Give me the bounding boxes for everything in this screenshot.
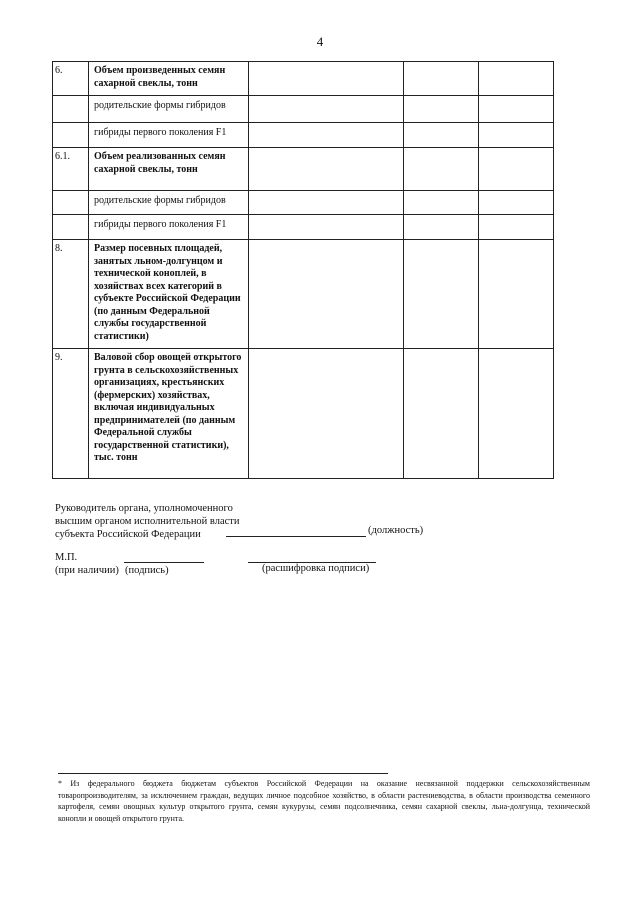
table-row: [53, 148, 554, 191]
page-number: 4: [316, 34, 324, 49]
table-row: [53, 349, 554, 479]
position-underline: [226, 536, 366, 537]
table-cell: [249, 191, 404, 215]
row-label: гибриды первого поколения F1: [89, 123, 249, 148]
row-number: [53, 96, 89, 123]
row-number: [53, 123, 89, 148]
table-cell: [249, 215, 404, 240]
table-row: [53, 191, 554, 215]
table-cell: [479, 191, 554, 215]
table-cell: [404, 123, 479, 148]
stamp-mark: М.П.: [55, 552, 78, 563]
table-cell: [249, 148, 404, 191]
table-cell: [249, 349, 404, 479]
table-cell: [479, 349, 554, 479]
table-row: [53, 240, 554, 349]
signatory-block: [55, 502, 240, 541]
report-table: [52, 61, 554, 479]
table-cell: [404, 240, 479, 349]
footnote: * Из федерального бюджета бюджетам субъектов Российской Федерации на оказание несвязанной поддержки сельскохозяйственным товаропроизводителям, за исключением граждан, ведущих личное подсобное хозяйство, в области растениеводства, в области производства семенного картофеля, семян овощных культур открытого грунта, семян кукурузы, семян подсолнечника, семян сахарной свеклы, льна-долгунца, технической конопли и овощей открытого грунта.: [58, 779, 590, 823]
row-number: 6.1.: [53, 148, 89, 191]
position-label: (должность): [368, 525, 424, 536]
row-number: [53, 215, 89, 240]
table-cell: [404, 349, 479, 479]
table-cell: [404, 62, 479, 96]
row-label: Объем произведенных семян сахарной свеклы, тонн: [89, 62, 249, 96]
table-cell: [249, 96, 404, 123]
signatory-line-3: субъекта Российской Федерации: [55, 529, 201, 540]
row-label: Размер посевных площадей, занятых льном-долгунцом и технической коноплей, в хозяйствах всех категорий в субъекте Российской Федерации (по данным Федеральной службы государственной статистики): [89, 240, 249, 349]
table-cell: [479, 123, 554, 148]
row-number: [53, 191, 89, 215]
table-row: [53, 215, 554, 240]
row-label: Валовой сбор овощей открытого грунта в сельскохозяйственных организациях, крестьянских (фермерских) хозяйствах, включая индивидуальных предпринимателей (по данным Федеральной службы государственной статистики), тыс. тонн: [89, 349, 249, 479]
row-number: 9.: [53, 349, 89, 479]
table-cell: [479, 240, 554, 349]
signatory-line-1: Руководитель органа, уполномоченного: [55, 503, 233, 514]
table-cell: [404, 191, 479, 215]
signature-underline: [124, 562, 204, 563]
table-cell: [479, 148, 554, 191]
table-cell: [404, 96, 479, 123]
row-label: Объем реализованных семян сахарной свеклы, тонн: [89, 148, 249, 191]
table-cell: [404, 148, 479, 191]
table-cell: [249, 62, 404, 96]
signatory-line-2: высшим органом исполнительной власти: [55, 516, 240, 527]
table-row: [53, 123, 554, 148]
table-cell: [249, 240, 404, 349]
table-row: [53, 62, 554, 96]
signature-decode-label: (расшифровка подписи): [262, 563, 370, 574]
if-present-label: (при наличии): [55, 565, 119, 576]
row-label: родительские формы гибридов: [89, 96, 249, 123]
row-number: 8.: [53, 240, 89, 349]
table-cell: [479, 62, 554, 96]
table-cell: [404, 215, 479, 240]
signature-label: (подпись): [125, 565, 169, 576]
table-cell: [479, 96, 554, 123]
table-cell: [249, 123, 404, 148]
table-cell: [479, 215, 554, 240]
row-label: гибриды первого поколения F1: [89, 215, 249, 240]
row-label: родительские формы гибридов: [89, 191, 249, 215]
footnote-divider: [58, 773, 388, 774]
table-row: [53, 96, 554, 123]
row-number: 6.: [53, 62, 89, 96]
